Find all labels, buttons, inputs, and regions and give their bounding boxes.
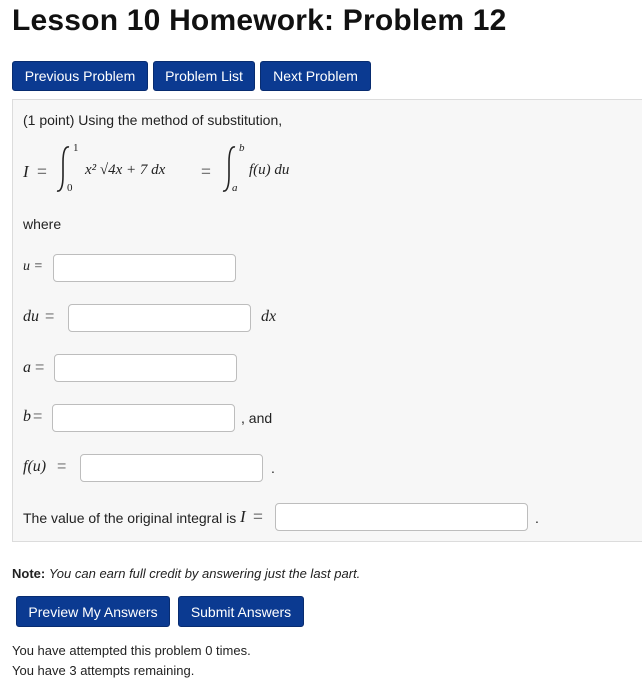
- integral-rhs-equals: =: [201, 162, 211, 181]
- fu-suffix: .: [271, 460, 275, 476]
- du-input[interactable]: [68, 304, 251, 332]
- a-label: a: [23, 359, 31, 376]
- problem-list-button[interactable]: Problem List: [153, 61, 255, 91]
- note-text: You can earn full credit by answering just the last part.: [48, 566, 361, 581]
- value-var: I: [240, 507, 246, 526]
- value-suffix: .: [535, 510, 539, 526]
- integral-rhs-lower: a: [232, 182, 238, 194]
- fu-label: f(u): [23, 458, 47, 475]
- previous-problem-button[interactable]: Previous Problem: [12, 61, 148, 91]
- b-suffix: , and: [241, 410, 273, 426]
- integral-integrand: x² √4x + 7 dx: [85, 162, 166, 178]
- integral-equals: =: [37, 162, 47, 181]
- b-label: b: [23, 408, 31, 425]
- fu-input[interactable]: [80, 454, 263, 482]
- integral-upper-bound: 1: [73, 142, 79, 154]
- integral-rhs-integrand: f(u) du: [249, 162, 290, 178]
- attempts-remaining-text: You have 3 attempts remaining.: [12, 663, 195, 678]
- attempts-made-text: You have attempted this problem 0 times.: [12, 643, 251, 658]
- preview-answers-button[interactable]: Preview My Answers: [16, 596, 170, 627]
- integral-value-input[interactable]: [275, 503, 528, 531]
- note: [12, 566, 360, 581]
- u-label: u =: [23, 259, 43, 274]
- fu-equals: =: [57, 458, 67, 475]
- b-input[interactable]: [52, 404, 235, 432]
- integral-lhs-var: I: [23, 162, 29, 181]
- note-label: Note:: [12, 566, 46, 581]
- u-input[interactable]: [53, 254, 236, 282]
- integral-equation: [23, 138, 443, 198]
- integral-lower-bound: 0: [67, 182, 73, 194]
- problem-panel: [12, 99, 642, 542]
- value-text: The value of the original integral is: [23, 510, 237, 526]
- b-equals: =: [33, 408, 43, 425]
- a-equals: =: [35, 359, 45, 376]
- problem-intro: (1 point) Using the method of substitution,: [23, 112, 283, 128]
- submit-answers-button[interactable]: Submit Answers: [178, 596, 304, 627]
- du-label: du: [23, 308, 39, 325]
- integral-rhs-upper: b: [239, 142, 245, 154]
- a-input[interactable]: [54, 354, 237, 382]
- value-equals: =: [253, 507, 263, 526]
- page-title: Lesson 10 Homework: Problem 12: [12, 4, 507, 37]
- next-problem-button[interactable]: Next Problem: [260, 61, 371, 91]
- where-label: where: [23, 216, 62, 232]
- du-suffix: dx: [261, 308, 277, 325]
- du-equals: =: [45, 308, 55, 325]
